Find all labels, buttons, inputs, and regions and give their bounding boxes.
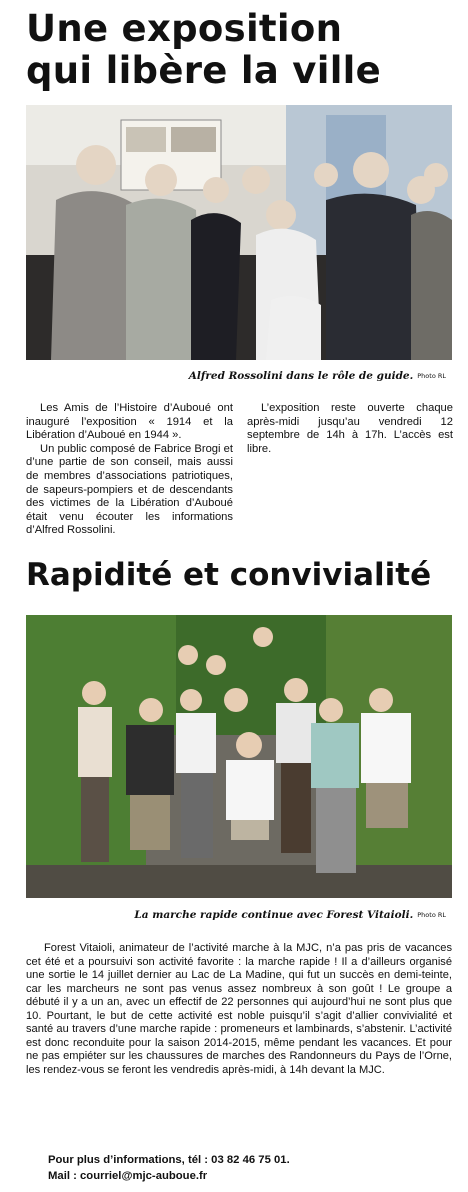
- headline-exposition-line1: Une exposition: [26, 7, 343, 50]
- marche-caption: [134, 909, 446, 921]
- contact-phone: Pour plus d’informations, tél : 03 82 46 75 01.: [48, 1154, 290, 1166]
- headline-exposition-line2: qui libère la ville: [26, 49, 382, 92]
- exposition-column-left: [26, 402, 233, 538]
- exposition-paragraph-1: Les Amis de l’Histoire d’Auboué ont inauguré l’exposition « 1914 et la Libération d’Auboué en 1944 ».: [26, 402, 233, 442]
- exposition-caption-text: Alfred Rossolini dans le rôle de guide.: [188, 370, 414, 382]
- contact-email: Mail : courriel@mjc-auboue.fr: [48, 1170, 208, 1182]
- exposition-caption: [189, 370, 446, 382]
- exposition-paragraph-2: Un public composé de Fabrice Brogi et d’une partie de son conseil, mais aussi de membres d’associations patriotiques, de sapeurs-pompiers et de descendants des victimes de la Libération d’Auboué était venu écouter les informations d’Alfred Rossolini.: [26, 442, 233, 537]
- exposition-photo-credit: Photo RL: [417, 372, 446, 380]
- exposition-photo: [26, 105, 452, 360]
- marche-group-photo: [26, 615, 452, 898]
- marche-caption-text: La marche rapide continue avec Forest Vitaioli.: [134, 909, 414, 921]
- marche-photo-credit: Photo RL: [417, 911, 446, 919]
- exposition-paragraph-3: L’exposition reste ouverte chaque après-midi jusqu’au vendredi 12 septembre de 14h à 17h. L’accès est libre.: [247, 402, 453, 455]
- exposition-column-right: [247, 402, 453, 456]
- marche-body-text: Forest Vitaioli, animateur de l’activité marche à la MJC, n’a pas pris de vacances cet été et a poursuivi son activité favorite : la marche rapide ! Il a d’ailleurs organisé une sortie le 14 juillet dernier au Lac de La Madine, qui fut un succès en demi-teinte, car les marcheurs ne sont pas venus assez nombreux à son goût ! Le groupe a débuté il y a un an, avec un effectif de 22 personnes qui aujourd’hui ne sont plus que 10. Pourtant, le but de cette activité est noble puisqu’il s’agit d’allier convivialité et santé au travers d’une marche rapide : promeneurs et lambinards, s’abstenir. L’activité est donc reconduite pour la saison 2014-2015, même pendant les vacances. Et pour ne pas empiéter sur les chaussures de marches des Randonneurs du Pays de l’Orne, les rendez-vous se feront les vendredis après-midi, à 14h devant la MJC.: [26, 942, 452, 1076]
- headline-marche: Rapidité et convivialité: [26, 557, 432, 593]
